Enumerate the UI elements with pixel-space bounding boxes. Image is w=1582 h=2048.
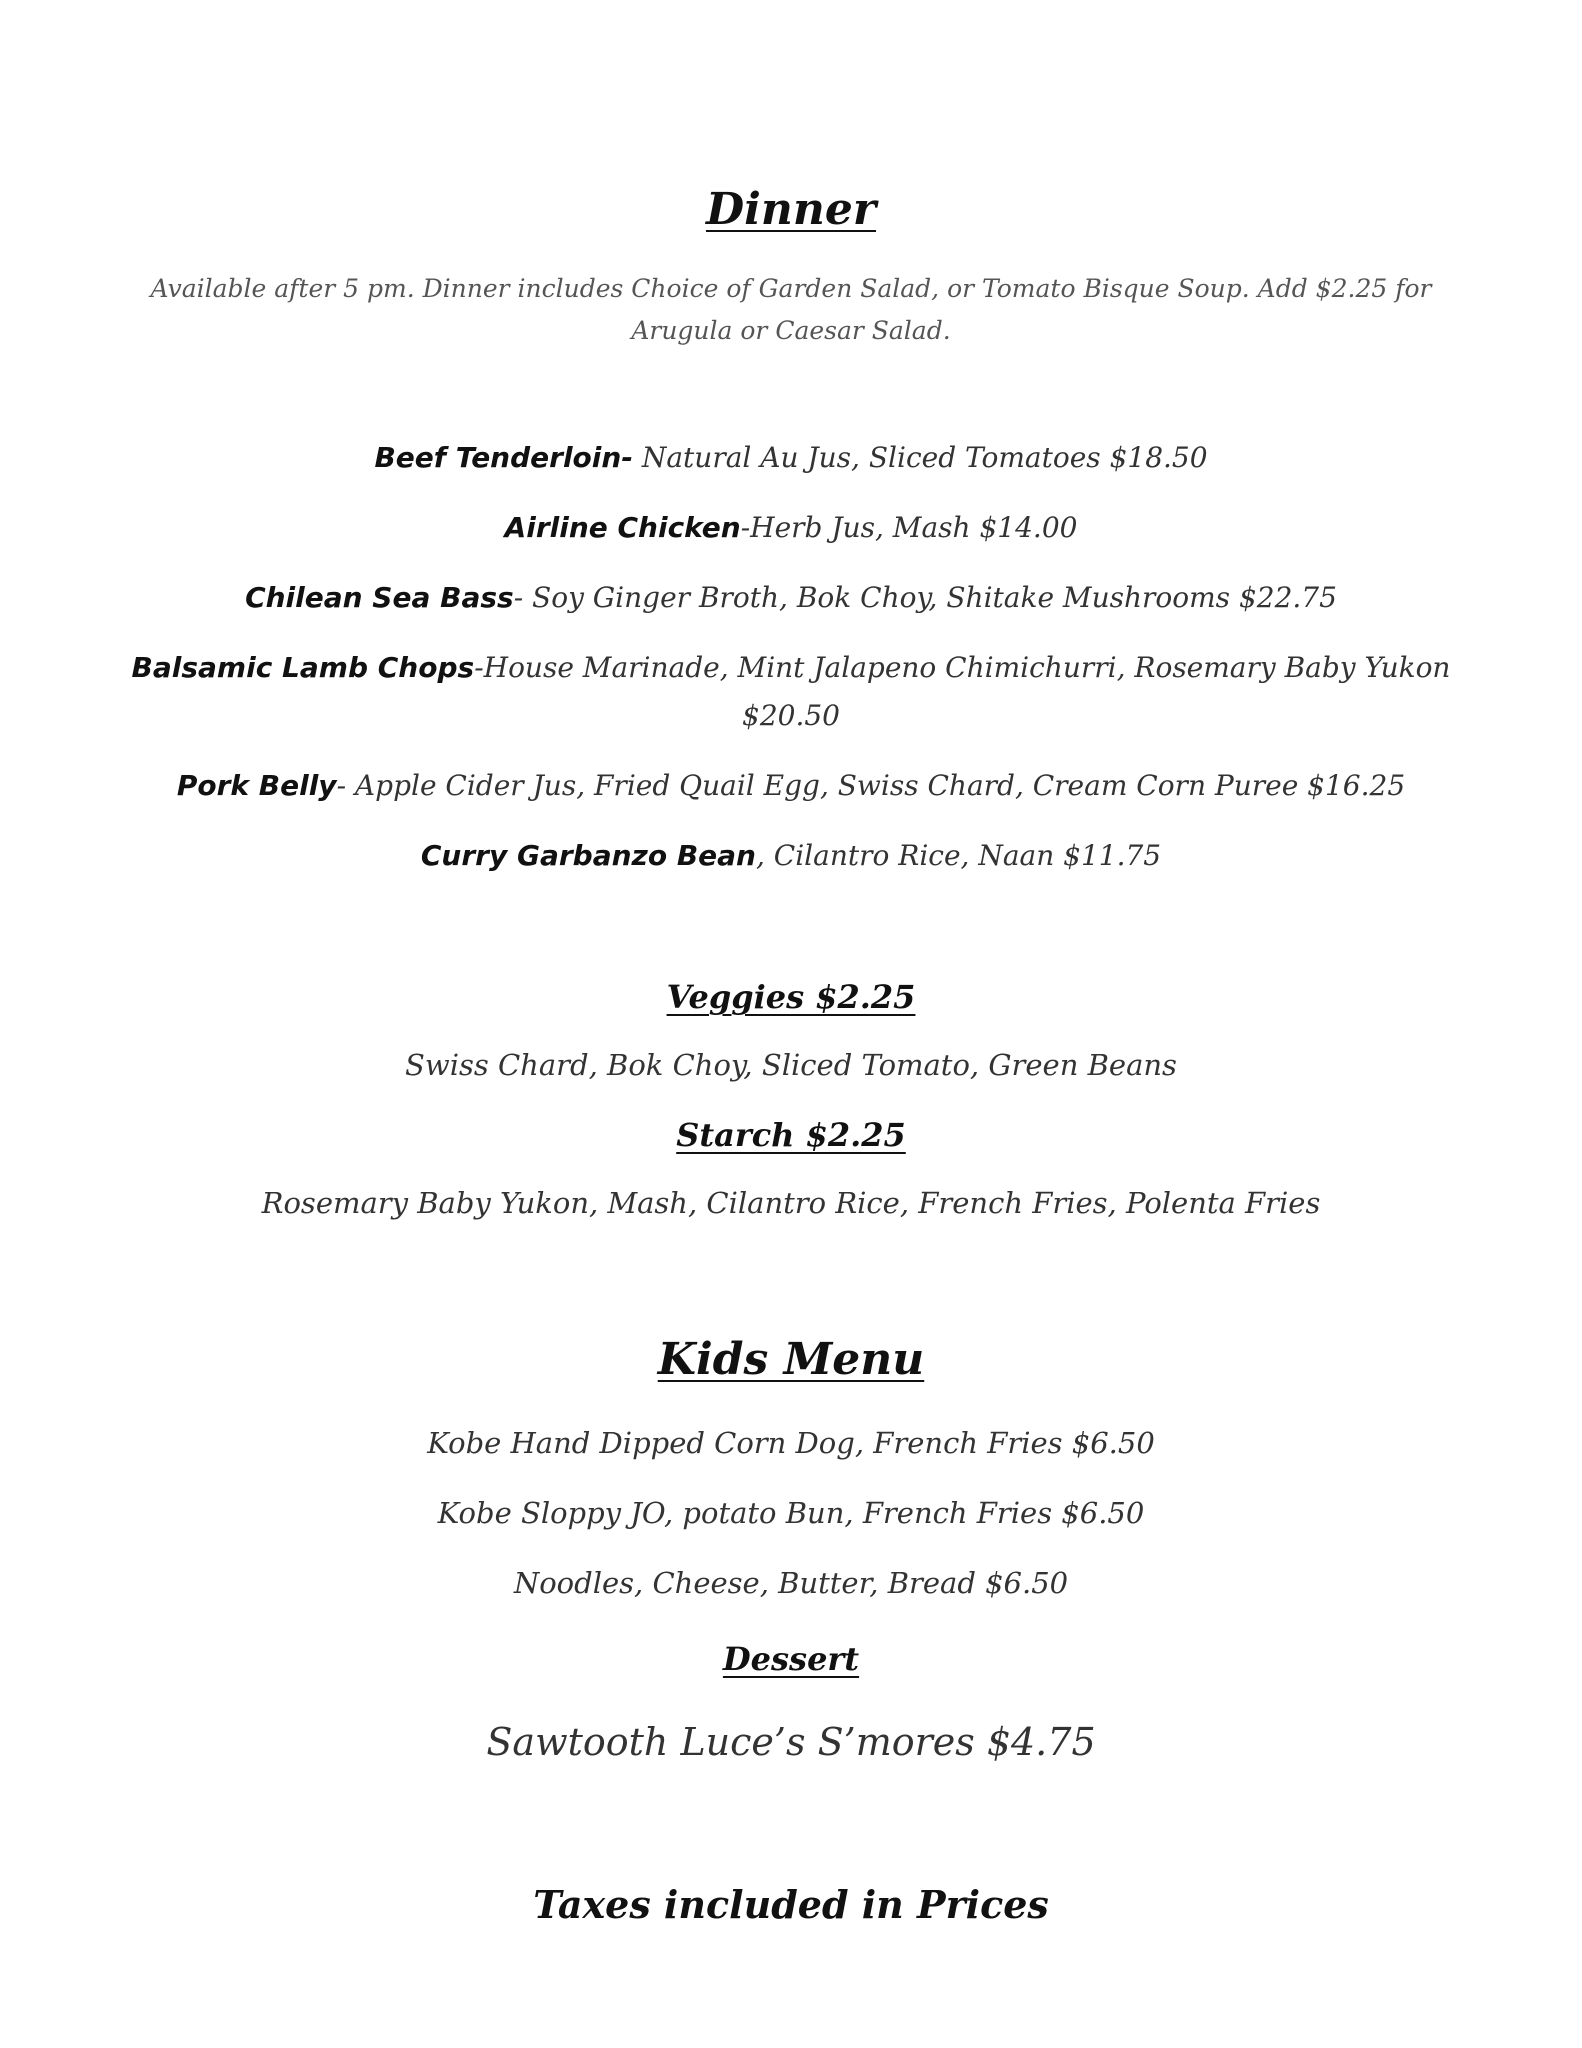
- dinner-intro: Available after 5 pm. Dinner includes Choice of Garden Salad, or Tomato Bisque Soup. Add $2.25 for Arugula or Caesar Salad.: [150, 274, 1432, 345]
- dinner-item: [130, 644, 1452, 740]
- dessert-item: Sawtooth Luce’s S’mores $4.75: [486, 1720, 1096, 1764]
- dinner-item-desc: - Soy Ginger Broth, Bok Choy, Shitake Mushrooms $22.75: [513, 581, 1337, 614]
- kids-menu-item: Noodles, Cheese, Butter, Bread $6.50: [513, 1566, 1069, 1600]
- veggies-list: Swiss Chard, Bok Choy, Sliced Tomato, Green Beans: [405, 1048, 1177, 1082]
- dinner-item-name: Pork Belly: [176, 769, 337, 802]
- dinner-item-name: Balsamic Lamb Chops: [131, 651, 475, 684]
- dinner-item-desc: -House Marinade, Mint Jalapeno Chimichurri, Rosemary Baby Yukon $20.50: [474, 651, 1451, 732]
- dinner-item-name: Chilean Sea Bass: [245, 581, 514, 614]
- kids-menu-item: Kobe Hand Dipped Corn Dog, French Fries $6.50: [427, 1426, 1155, 1460]
- taxes-note: Taxes included in Prices: [533, 1882, 1049, 1927]
- dinner-item-desc: Natural Au Jus, Sliced Tomatoes $18.50: [632, 441, 1208, 474]
- dinner-item-name: Airline Chicken: [504, 511, 741, 544]
- dinner-item: [0, 762, 1582, 810]
- kids-menu-item: Kobe Sloppy JO, potato Bun, French Fries $6.50: [437, 1496, 1145, 1530]
- starch-title: Starch $2.25: [676, 1116, 906, 1154]
- kids-menu-title: Kids Menu: [657, 1334, 925, 1385]
- dinner-item-desc: - Apple Cider Jus, Fried Quail Egg, Swiss Chard, Cream Corn Puree $16.25: [336, 769, 1406, 802]
- dinner-title: Dinner: [705, 184, 877, 235]
- dinner-item: [0, 434, 1582, 482]
- dinner-item-name: Beef Tenderloin-: [374, 441, 633, 474]
- veggies-title: Veggies $2.25: [666, 978, 916, 1016]
- dessert-title: Dessert: [722, 1640, 860, 1678]
- dinner-item: [0, 574, 1582, 622]
- dinner-item-name: Curry Garbanzo Bean: [420, 839, 756, 872]
- dinner-item: [0, 832, 1582, 880]
- dinner-item-desc: -Herb Jus, Mash $14.00: [740, 511, 1078, 544]
- dinner-item: [0, 504, 1582, 552]
- starch-list: Rosemary Baby Yukon, Mash, Cilantro Rice, French Fries, Polenta Fries: [261, 1186, 1321, 1220]
- dinner-item-desc: , Cilantro Rice, Naan $11.75: [755, 839, 1162, 872]
